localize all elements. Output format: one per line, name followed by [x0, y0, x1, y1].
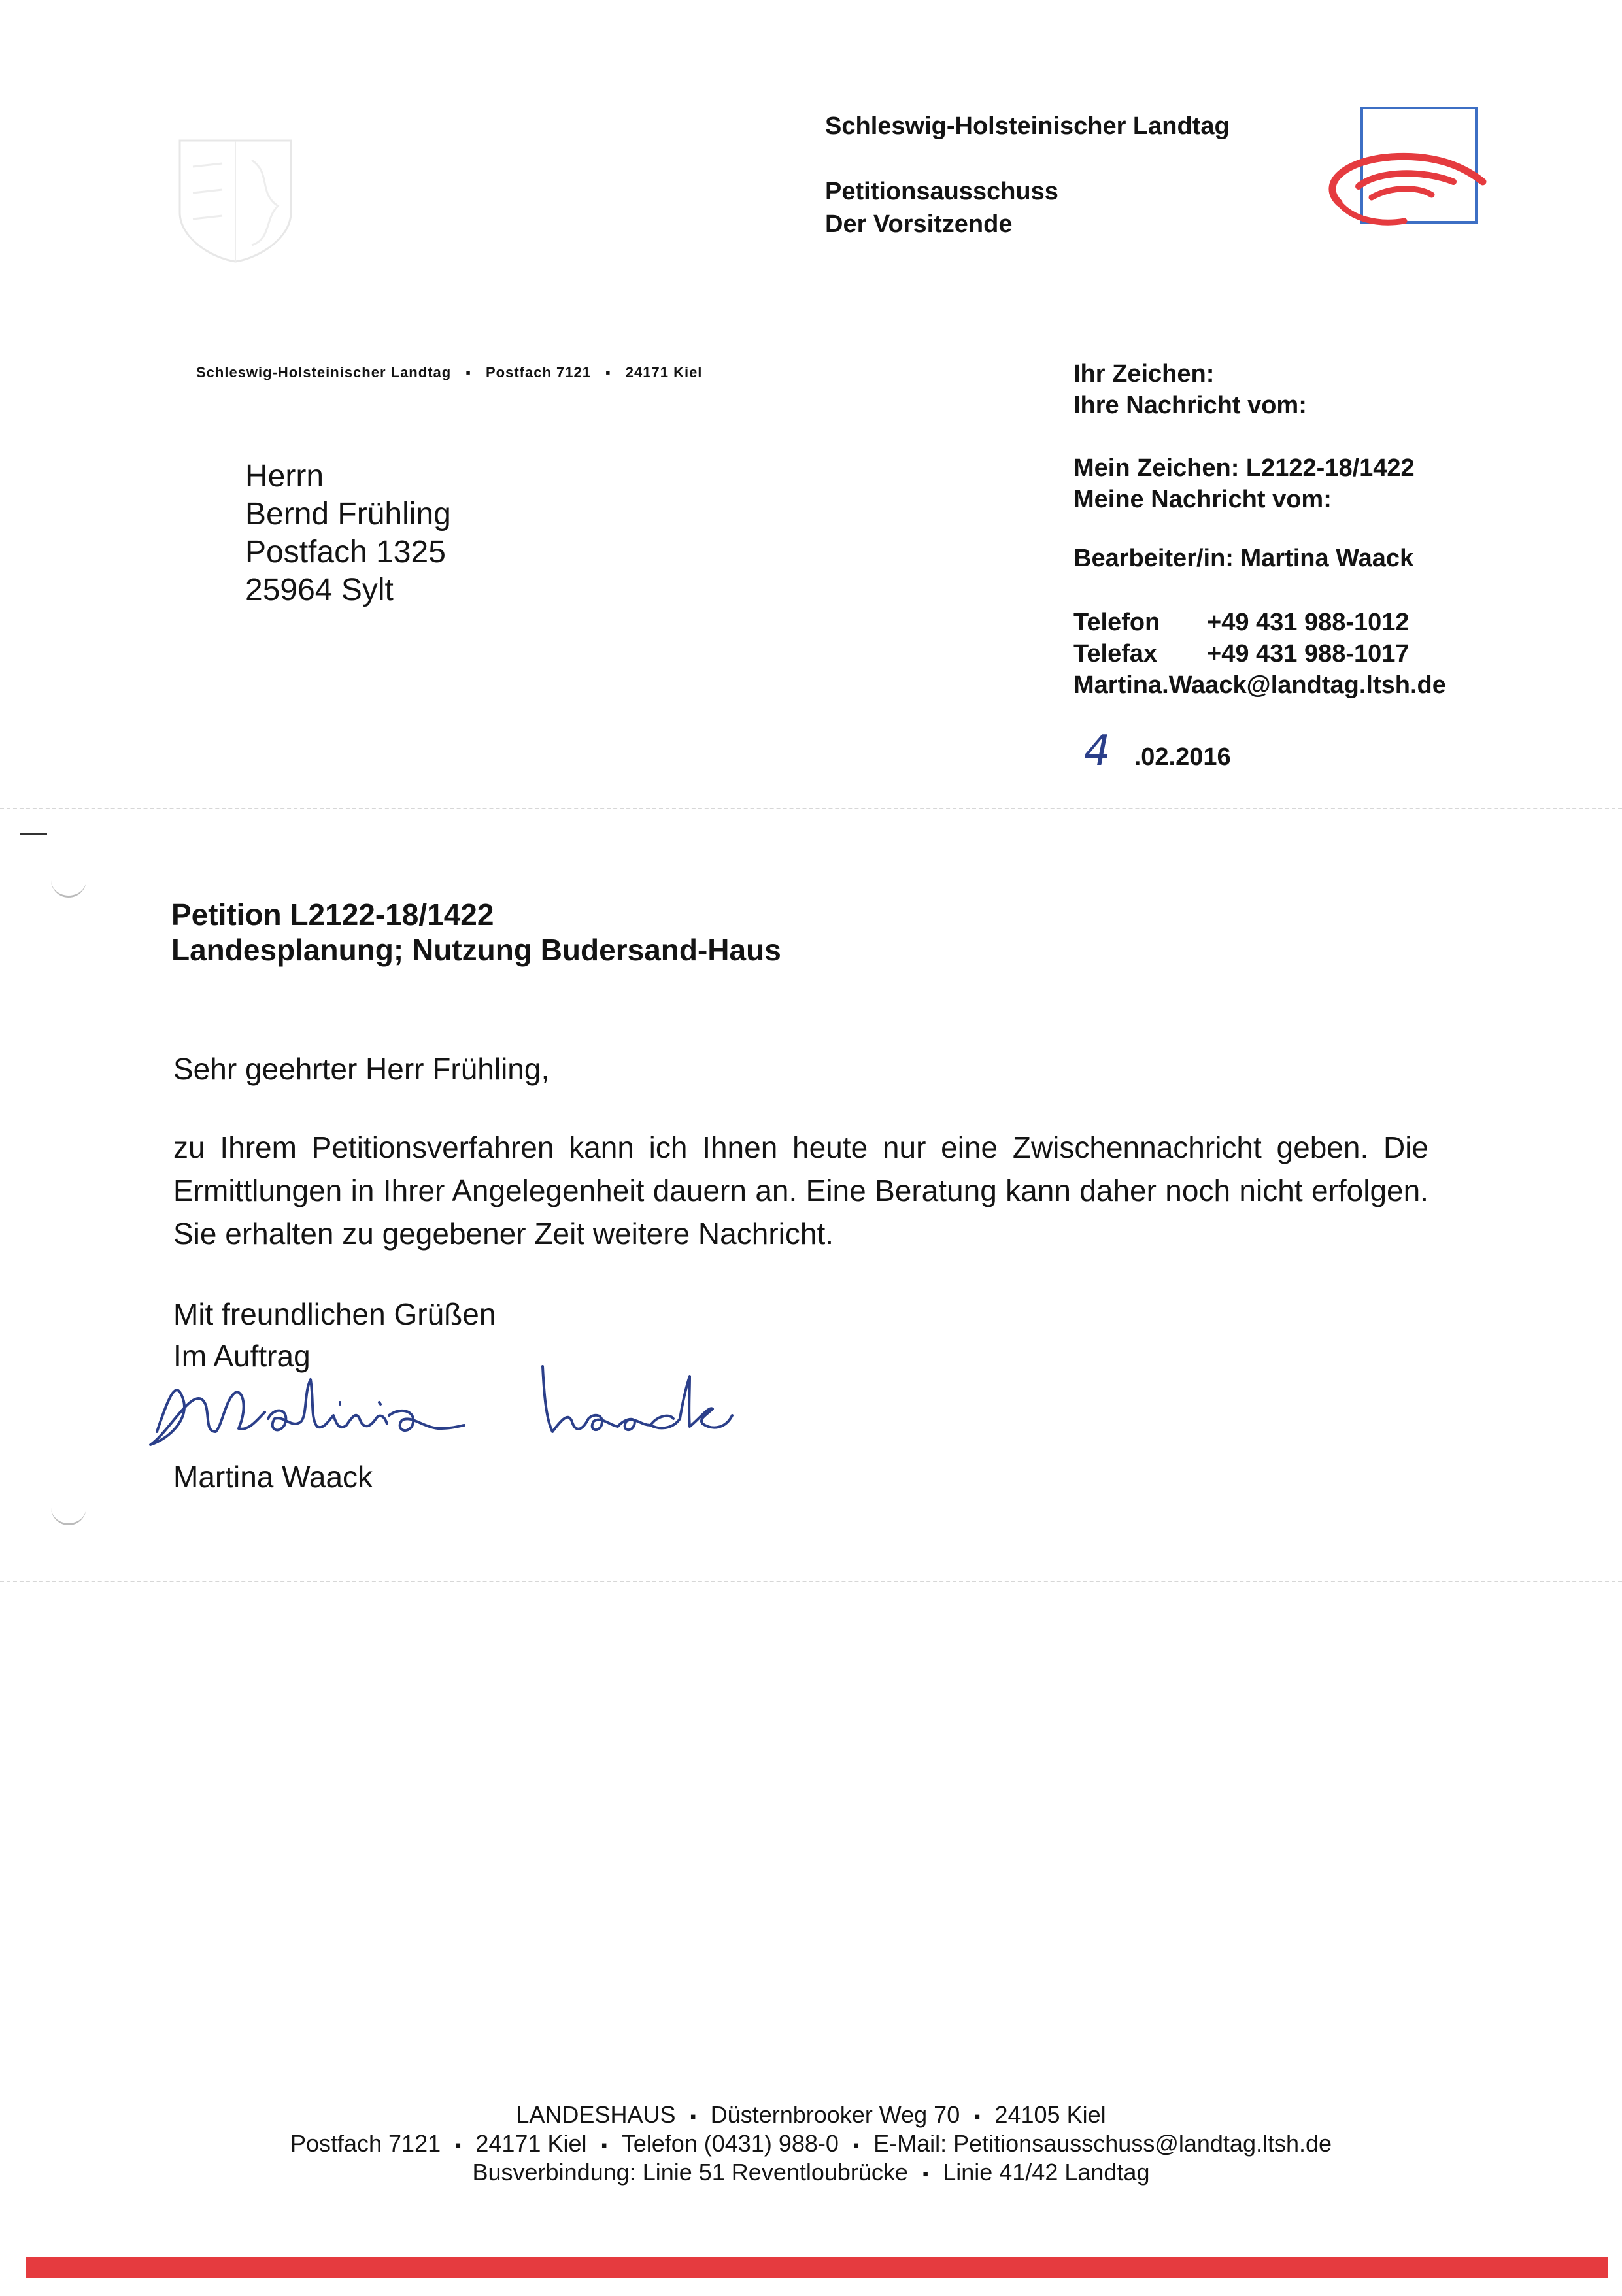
footer-zip-city: 24105 Kiel [994, 2101, 1106, 2128]
fold-line [0, 808, 1622, 809]
footer-brand-bar [26, 2257, 1608, 2278]
fold-line [0, 1581, 1622, 1582]
footer-bus-1: Busverbindung: Linie 51 Reventloubrücke [472, 2159, 908, 2186]
footer-street: Düsternbrooker Weg 70 [710, 2101, 960, 2128]
separator-dot-icon: ▪ [605, 364, 611, 380]
footer-building: LANDESHAUS [516, 2101, 676, 2128]
separator-dot-icon: ▪ [690, 2106, 696, 2126]
footer-bus-2: Linie 41/42 Landtag [943, 2159, 1150, 2186]
contact-block [1073, 607, 1446, 701]
recipient-name: Bernd Frühling [245, 497, 451, 532]
sender-po-box: Postfach 7121 [486, 364, 591, 380]
email-address: Martina.Waack@landtag.ltsh.de [1073, 671, 1446, 699]
my-reference-block [1073, 452, 1415, 515]
your-message-label: Ihre Nachricht vom: [1073, 392, 1307, 419]
separator-dot-icon: ▪ [465, 364, 471, 380]
my-message-label: Meine Nachricht vom: [1073, 486, 1332, 513]
subject-line-1: Petition L2122-18/1422 [171, 898, 494, 932]
footer-bus-line [0, 2159, 1622, 2186]
date-day-handwritten: 4 [1084, 727, 1111, 775]
footer-po-city: 24171 Kiel [475, 2130, 587, 2157]
phone-label: Telefon [1073, 609, 1160, 636]
footer-address-line [0, 2101, 1622, 2129]
recipient-po-box: Postfach 1325 [245, 535, 446, 569]
landtag-logo [1319, 105, 1489, 248]
handwritten-signature [144, 1353, 824, 1464]
letter-date [1073, 727, 1231, 775]
subject-line-2: Landesplanung; Nutzung Budersand-Haus [171, 933, 781, 967]
footer-phone: Telefon (0431) 988-0 [621, 2130, 839, 2157]
organization-title: Schleswig-Holsteinischer Landtag [825, 112, 1230, 140]
coat-of-arms-emboss [167, 134, 304, 265]
footer-email: E-Mail: Petitionsausschuss@landtag.ltsh.de [873, 2130, 1332, 2157]
recipient-address [245, 458, 451, 609]
footer-po-box: Postfach 7121 [290, 2130, 441, 2157]
my-ref: Mein Zeichen: L2122-18/1422 [1073, 454, 1415, 482]
committee-name: Petitionsausschuss [825, 178, 1058, 205]
sender-return-line [196, 364, 702, 381]
on-behalf-note: Im Auftrag [173, 1339, 311, 1373]
letter-body-paragraph: zu Ihrem Petitionsverfahren kann ich Ihnen heute nur eine Zwischennachricht geben. Die Ermittlungen in Ihrer Angelegenheit dauern an. Eine Beratung kann daher noch nicht erfolgen. Sie erhalten zu gegebener Zeit weitere Nachricht. [173, 1130, 1428, 1251]
fax-number: +49 431 988-1017 [1207, 640, 1410, 667]
footer-contact-line [0, 2130, 1622, 2157]
your-ref-label: Ihr Zeichen: [1073, 360, 1215, 388]
recipient-city: 25964 Sylt [245, 573, 394, 607]
fax-row [1073, 638, 1446, 669]
separator-dot-icon: ▪ [974, 2106, 981, 2126]
sender-name: Schleswig-Holsteinischer Landtag [196, 364, 452, 380]
closing-phrase: Mit freundlichen Grüßen [173, 1297, 496, 1331]
punch-hole-mark [51, 1504, 86, 1525]
phone-number: +49 431 988-1012 [1207, 609, 1410, 636]
separator-dot-icon: ▪ [922, 2163, 929, 2184]
recipient-salutation: Herrn [245, 459, 324, 494]
fold-mark [20, 833, 47, 835]
your-reference-block [1073, 358, 1307, 421]
phone-row [1073, 607, 1446, 638]
committee-block [825, 175, 1058, 241]
committee-role: Der Vorsitzende [825, 211, 1013, 238]
subject-block [171, 897, 781, 968]
fax-label: Telefax [1073, 640, 1158, 667]
separator-dot-icon: ▪ [853, 2135, 860, 2155]
sender-city: 24171 Kiel [625, 364, 703, 380]
punch-hole-mark [51, 876, 86, 898]
separator-dot-icon: ▪ [601, 2135, 607, 2155]
date-month-year: .02.2016 [1134, 743, 1231, 771]
letter-salutation: Sehr geehrter Herr Frühling, [173, 1052, 550, 1086]
clerk: Bearbeiter/in: Martina Waack [1073, 545, 1414, 572]
separator-dot-icon: ▪ [455, 2135, 462, 2155]
signatory-name: Martina Waack [173, 1460, 373, 1494]
